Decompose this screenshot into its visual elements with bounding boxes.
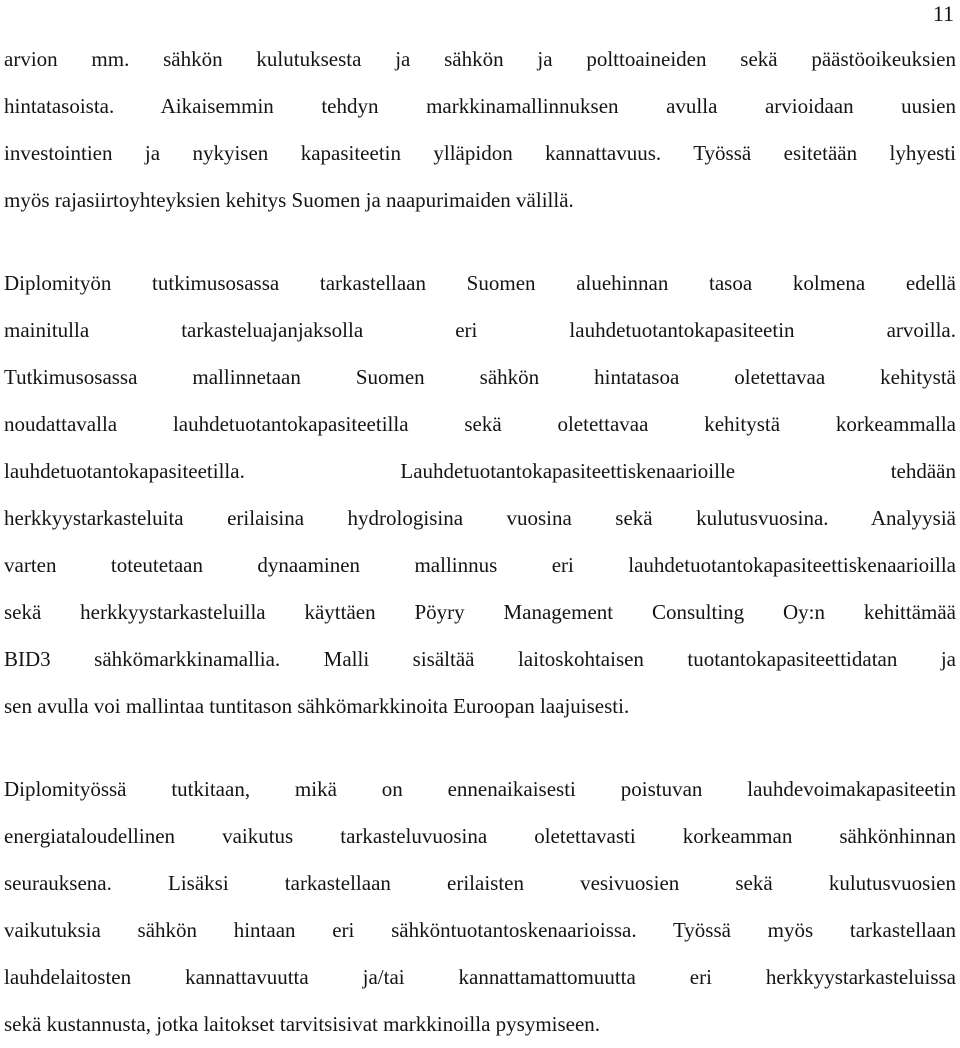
paragraph-gap xyxy=(4,224,956,260)
paragraph-2 xyxy=(4,260,956,730)
text-line: Tutkimusosassa mallinnetaan Suomen sähkön hintatasoa oletettavaa kehitystä xyxy=(4,365,956,389)
text-line: herkkyystarkasteluita erilaisina hydrologisina vuosina sekä kulutusvuosina. Analyysiä xyxy=(4,506,956,530)
text-line: varten toteutetaan dynaaminen mallinnus eri lauhdetuotantokapasiteettiskenaarioilla xyxy=(4,553,956,577)
text-line: Diplomityössä tutkitaan, mikä on ennenaikaisesti poistuvan lauhdevoimakapasiteetin xyxy=(4,777,956,801)
paragraph-1 xyxy=(4,36,956,224)
text-line: myös rajasiirtoyhteyksien kehitys Suomen ja naapurimaiden välillä. xyxy=(4,188,574,212)
paragraph-gap xyxy=(4,730,956,766)
text-line: mainitulla tarkasteluajanjaksolla eri lauhdetuotantokapasiteetin arvoilla. xyxy=(4,318,956,342)
text-line: investointien ja nykyisen kapasiteetin ylläpidon kannattavuus. Työssä esitetään lyhyesti xyxy=(4,141,956,165)
text-line: sekä kustannusta, jotka laitokset tarvitsisivat markkinoilla pysymiseen. xyxy=(4,1012,601,1036)
text-line: hintatasoista. Aikaisemmin tehdyn markkinamallinnuksen avulla arvioidaan uusien xyxy=(4,94,956,118)
text-line: noudattavalla lauhdetuotantokapasiteetilla sekä oletettavaa kehitystä korkeammalla xyxy=(4,412,956,436)
text-line: seurauksena. Lisäksi tarkastellaan erilaisten vesivuosien sekä kulutusvuosien xyxy=(4,871,956,895)
text-line: energiataloudellinen vaikutus tarkasteluvuosina oletettavasti korkeamman sähkönhinnan xyxy=(4,824,956,848)
text-line: vaikutuksia sähkön hintaan eri sähköntuotantoskenaarioissa. Työssä myös tarkastellaan xyxy=(4,918,956,942)
page-number: 11 xyxy=(932,1,954,26)
paragraph-3 xyxy=(4,766,956,1048)
text-line: arvion mm. sähkön kulutuksesta ja sähkön ja polttoaineiden sekä päästöoikeuksien xyxy=(4,47,956,71)
text-line: Diplomityön tutkimusosassa tarkastellaan Suomen aluehinnan tasoa kolmena edellä xyxy=(4,271,956,295)
text-line: lauhdelaitosten kannattavuutta ja/tai kannattamattomuutta eri herkkyystarkasteluissa xyxy=(4,965,956,989)
text-line: sen avulla voi mallintaa tuntitason sähkömarkkinoita Euroopan laajuisesti. xyxy=(4,694,630,718)
body-text xyxy=(4,36,956,1048)
text-line: BID3 sähkömarkkinamallia. Malli sisältää laitoskohtaisen tuotantokapasiteettidatan ja xyxy=(4,647,956,671)
text-line: sekä herkkyystarkasteluilla käyttäen Pöyry Management Consulting Oy:n kehittämää xyxy=(4,600,956,624)
text-line: lauhdetuotantokapasiteetilla. Lauhdetuotantokapasiteettiskenaarioille tehdään xyxy=(4,459,956,483)
